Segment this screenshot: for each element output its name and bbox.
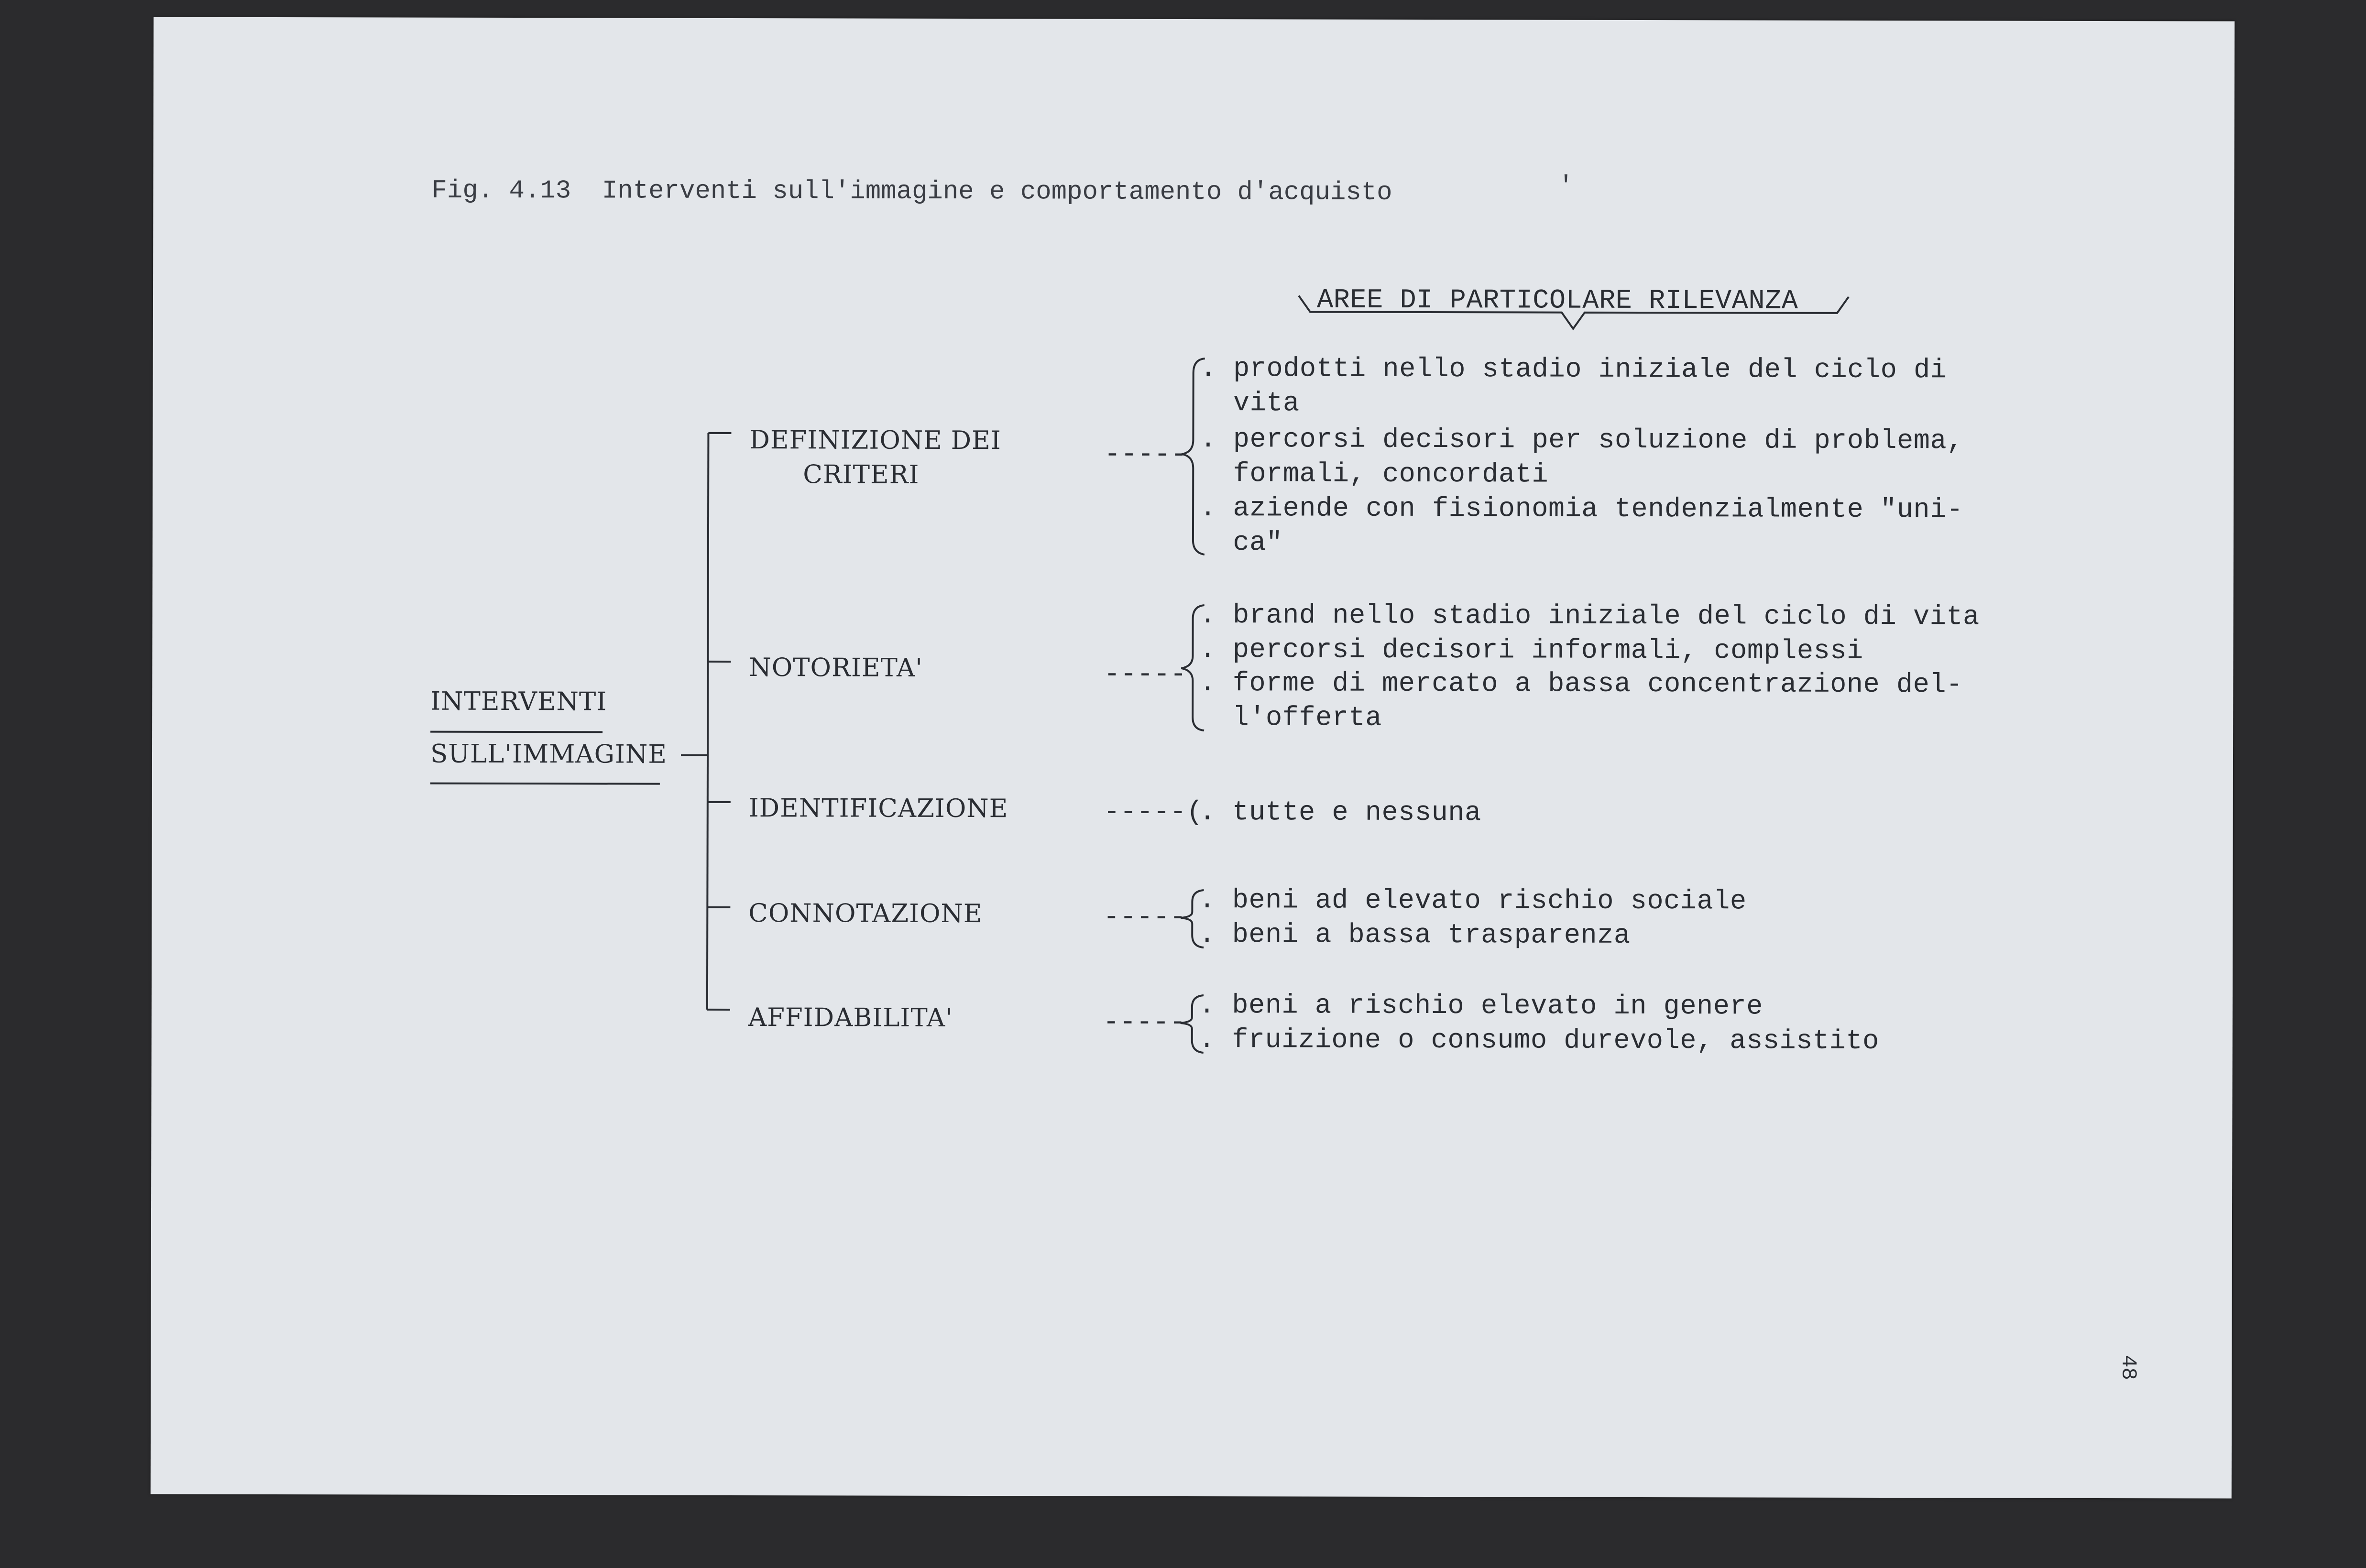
- item-line: . tutte e nessuna: [1199, 797, 1481, 829]
- document-page: [151, 17, 2235, 1498]
- item-line: . beni a bassa trasparenza: [1199, 920, 1631, 951]
- branch-label-definizione-1: DEFINIZIONE DEI: [749, 425, 1001, 456]
- branch-label-affidabilita: AFFIDABILITA': [748, 1003, 953, 1033]
- item-line: . beni ad elevato rischio sociale: [1199, 885, 1747, 917]
- connector-identificazione: -----(: [1103, 797, 1204, 828]
- item-line: . prodotti nello stadio iniziale del ciclo di: [1200, 354, 1947, 386]
- item-line: ca": [1199, 528, 1283, 559]
- item-line: . aziende con fisionomia tendenzialmente "uni-: [1200, 493, 1963, 526]
- root-label-line2: SULL'IMMAGINE: [430, 739, 668, 769]
- connector-connotazione: -----: [1103, 902, 1186, 933]
- branch-label-connotazione: CONNOTAZIONE: [748, 899, 983, 929]
- branch-label-notorieta: NOTORIETA': [749, 653, 923, 683]
- item-line: . percorsi decisori informali, complessi: [1199, 635, 1863, 667]
- item-line: . forme di mercato a bassa concentrazione del-: [1199, 668, 1963, 701]
- root-label-line1: INTERVENTI: [430, 686, 607, 717]
- figure-caption: Fig. 4.13 Interventi sull'immagine e comportamento d'acquisto: [431, 176, 1392, 207]
- connector-affidabilita: -----: [1103, 1007, 1186, 1038]
- diagram-lines: [151, 17, 2235, 1498]
- item-line: l'offerta: [1199, 703, 1382, 734]
- branch-label-definizione-2: CRITERI: [803, 460, 920, 490]
- branch-label-identificazione: IDENTIFICAZIONE: [748, 794, 1008, 824]
- connector-definizione: -----: [1104, 439, 1187, 470]
- connector-notorieta: -----: [1104, 659, 1187, 690]
- caption-mark: ': [1558, 172, 1574, 201]
- item-line: vita: [1200, 388, 1300, 419]
- item-line: . percorsi decisori per soluzione di problema,: [1200, 425, 1963, 457]
- item-line: formali, concordati: [1200, 459, 1549, 490]
- page-number: 48: [2116, 1355, 2140, 1380]
- item-line: . fruizione o consumo durevole, assistito: [1198, 1025, 1879, 1057]
- item-line: . beni a rischio elevato in genere: [1198, 991, 1763, 1023]
- areas-header: AREE DI PARTICOLARE RILEVANZA: [1316, 285, 1798, 317]
- item-line: . brand nello stadio iniziale del ciclo di vita: [1199, 600, 1980, 633]
